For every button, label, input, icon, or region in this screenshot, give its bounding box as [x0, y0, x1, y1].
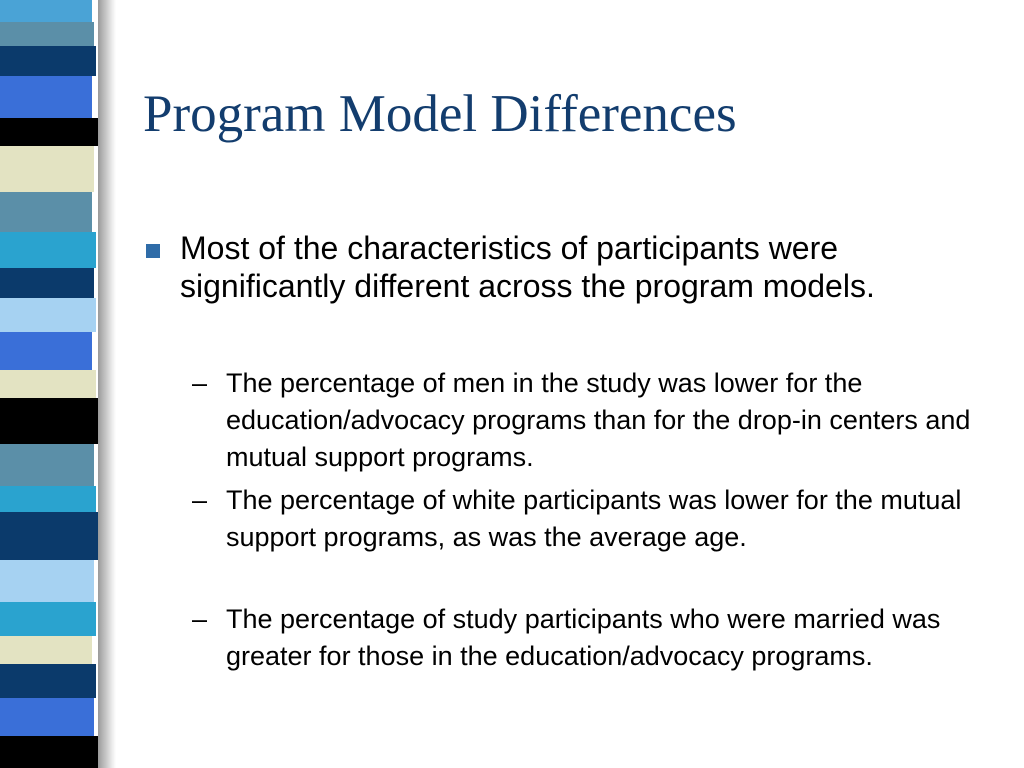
stripe-block — [0, 22, 94, 46]
stripe-block — [0, 46, 96, 76]
square-bullet-icon — [146, 244, 160, 258]
dash-bullet-icon: – — [192, 368, 208, 398]
stripe-block — [0, 736, 98, 768]
sub-bullet-text: The percentage of study participants who were married was greater for those in the education/advocacy programs. — [226, 604, 941, 671]
sub-bullet-text: The percentage of men in the study was lower for the education/advocacy programs than for the drop-in centers and mutual support programs. — [226, 368, 971, 472]
dash-bullet-icon: – — [192, 604, 208, 634]
stripe-block — [0, 512, 98, 560]
stripe-block — [0, 560, 94, 602]
dash-bullet-icon: – — [192, 485, 208, 515]
stripe-shadow — [98, 0, 116, 768]
stripe-block — [0, 118, 98, 146]
main-bullet-text: Most of the characteristics of participants were significantly different across the program models. — [180, 230, 875, 304]
stripe-block — [0, 664, 96, 698]
stripe-block — [0, 602, 96, 636]
stripe-block — [0, 332, 92, 370]
decorative-color-stripe — [0, 0, 120, 768]
stripe-block — [0, 486, 96, 512]
stripe-block — [0, 0, 92, 22]
slide-title: Program Model Differences — [143, 85, 737, 143]
stripe-block — [0, 698, 94, 736]
stripe-block — [0, 444, 94, 486]
stripe-block — [0, 232, 96, 268]
stripe-block — [0, 636, 92, 664]
stripe-block — [0, 192, 92, 232]
stripe-block — [0, 370, 96, 398]
stripe-block — [0, 76, 92, 118]
stripe-block — [0, 398, 98, 444]
sub-bullet-text: The percentage of white participants was lower for the mutual support programs, as was the average age. — [226, 485, 962, 552]
stripe-block — [0, 146, 94, 192]
stripe-block — [0, 268, 94, 298]
stripe-block — [0, 298, 96, 332]
